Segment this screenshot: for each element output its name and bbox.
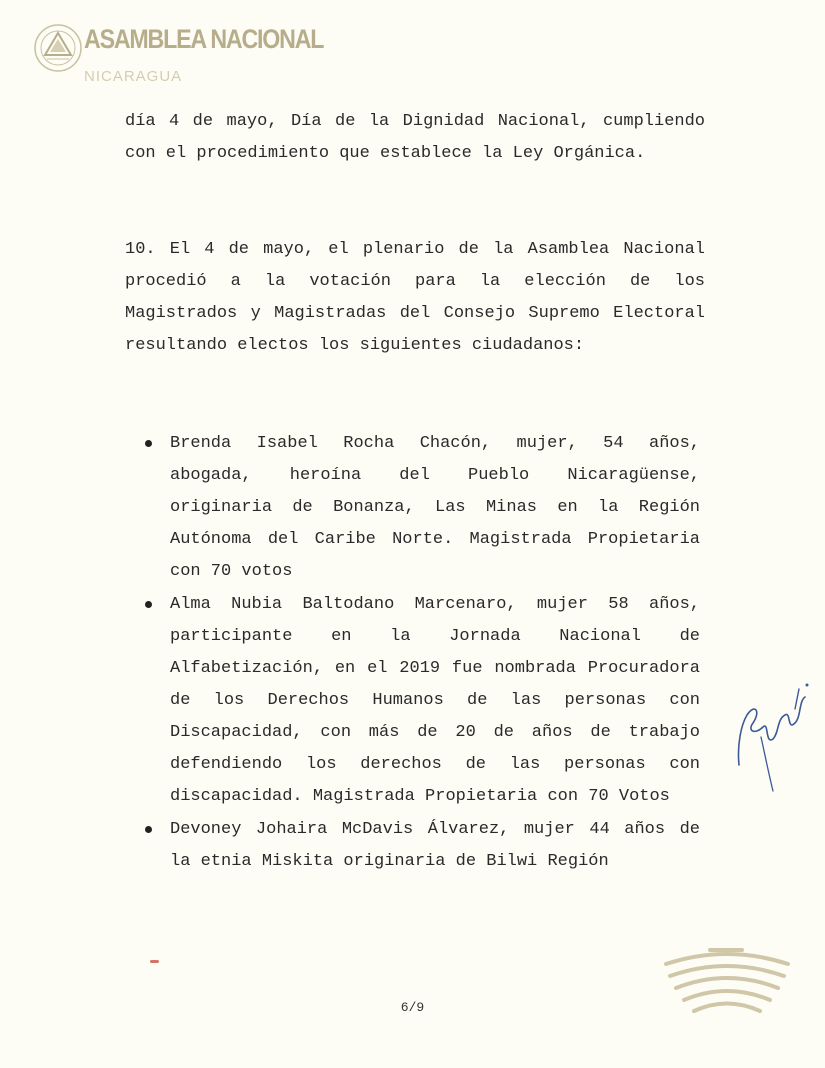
list-item [140,814,700,878]
country-name: NICARAGUA [84,68,183,85]
list-item-text: Brenda Isabel Rocha Chacón, mujer, 54 años, abogada, heroína del Pueblo Nicaragüense, originaria de Bonanza, Las Minas en la Región Autónoma del Caribe Norte. Magistrada Propietaria con 70 votos [170,434,700,581]
coat-of-arms-icon [32,22,84,74]
list-item-text: Alma Nubia Baltodano Marcenaro, mujer 58 años, participante en la Jornada Nacional de Alfabetización, en el 2019 fue nombrada Procuradora de los Derechos Humanos de las personas con Discapacidad, con más de 20 de años de trabajo defendiendo los derechos de las personas con discapacidad. Magistrada Propietaria con 70 Votos [170,595,700,806]
bullet-icon [145,601,152,608]
letterhead [32,18,324,88]
parliament-logo-icon [656,946,798,1016]
bullet-icon [145,826,152,833]
bullet-icon [145,440,152,447]
handwritten-signature [725,675,815,795]
paragraph-continuation: día 4 de mayo, Día de la Dignidad Nacional, cumpliendo con el procedimiento que establece la Ley Orgánica. [125,112,705,163]
organization-name: ASAMBLEA NACIONAL [84,24,324,54]
list-item-text: Devoney Johaira McDavis Álvarez, mujer 44 años de la etnia Miskita originaria de Bilwi Región [170,820,700,871]
list-item [140,589,700,813]
page-number: 6/9 [400,1000,425,1015]
list-item [140,428,700,588]
paragraph-10: 10. El 4 de mayo, el plenario de la Asamblea Nacional procedió a la votación para la elección de los Magistrados y Magistradas del Consejo Supremo Electoral resultando electos los siguientes ciudadanos: [125,240,705,355]
elected-magistrates-list [140,428,700,879]
ink-speck [150,960,159,963]
